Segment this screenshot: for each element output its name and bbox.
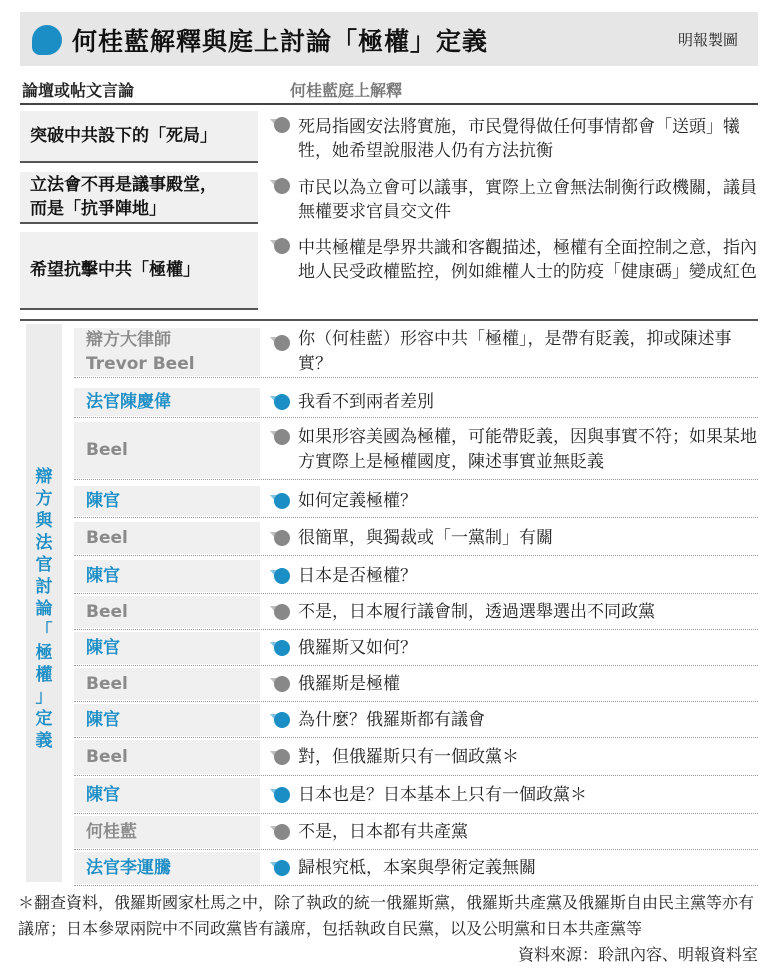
speech-bubble-icon xyxy=(270,640,292,656)
dialogue-row xyxy=(74,850,758,886)
dialogue-row xyxy=(74,386,758,418)
speaker-name: Beel xyxy=(74,422,260,478)
speech-bubble-icon xyxy=(32,25,62,55)
data-source: 資料來源：聆訊內容、明報資料室 xyxy=(517,945,758,964)
topic-label: 突破中共設下的「死局」 xyxy=(20,111,258,163)
speech-bubble-icon xyxy=(270,429,292,445)
dialogue-text: 不是，日本都有共產黨 xyxy=(270,814,758,850)
dialogue-text: 如果形容美國為極權，可能帶貶義，因與事實不符；如果某地方實際上是極權國度，陳述事實並無貶義 xyxy=(270,420,758,480)
side-label-char: 權 xyxy=(35,665,53,685)
speech-bubble-icon xyxy=(270,824,292,840)
speaker-name: Beel xyxy=(74,596,260,628)
speech-bubble-icon xyxy=(270,238,292,254)
dialogue-row xyxy=(74,776,758,814)
speech-bubble-icon xyxy=(270,676,292,692)
side-label-char: 義 xyxy=(35,731,53,751)
speech-bubble-icon xyxy=(270,178,292,194)
dialogue-row xyxy=(74,484,758,518)
dialogue-side-label xyxy=(26,466,62,752)
side-label-char: 與 xyxy=(35,511,53,531)
dialogue-row xyxy=(74,520,758,556)
speech-bubble-icon xyxy=(270,860,292,876)
dialogue-text: 如何定義極權？ xyxy=(270,484,758,518)
speech-bubble-icon xyxy=(270,787,292,803)
dialogue-text: 歸根究柢，本案與學術定義無關 xyxy=(270,850,758,886)
dialogue-row xyxy=(74,630,758,666)
dialogue-row xyxy=(74,814,758,850)
dialogue-row xyxy=(74,420,758,480)
topic-explanation: 死局指國安法將實施，市民覺得做任何事情都會「送頭」犧牲，她希望說服港人仍有方法抗衡 xyxy=(270,111,758,163)
topic-explanation: 中共極權是學界共識和客觀描述，極權有全面控制之意，指內地人民受政權監控，例如維權人士的防疫「健康碼」變成紅色 xyxy=(270,232,758,310)
topic-row xyxy=(20,232,758,310)
page-title: 何桂藍解釋與庭上討論「極權」定義 xyxy=(72,27,489,56)
dialogue-text: 日本也是？日本基本上只有一個政黨＊ xyxy=(270,776,758,814)
dialogue-text: 你（何桂藍）形容中共「極權」，是帶有貶義，抑或陳述事實？ xyxy=(270,326,758,378)
side-label-char: 官 xyxy=(35,555,53,575)
speaker-name: 陳官 xyxy=(74,632,260,664)
topic-row xyxy=(20,111,758,163)
speaker-name: 陳官 xyxy=(74,486,260,516)
dialogue-text: 我看不到兩者差別 xyxy=(270,386,758,418)
speaker-name: 陳官 xyxy=(74,704,260,736)
dialogue-row xyxy=(74,558,758,594)
speech-bubble-icon xyxy=(270,712,292,728)
side-label-char: 「 xyxy=(35,621,53,641)
speaker-name: 辯方大律師 Trevor Beel xyxy=(74,328,260,376)
speech-bubble-icon xyxy=(270,568,292,584)
speaker-name: Beel xyxy=(74,668,260,700)
side-label-char: 討 xyxy=(35,577,53,597)
header-divider xyxy=(20,103,758,105)
dialogue-text: 為什麼？俄羅斯都有議會 xyxy=(270,702,758,738)
title-bar xyxy=(20,12,758,66)
speech-bubble-icon xyxy=(270,493,292,509)
speaker-name: Beel xyxy=(74,740,260,774)
speaker-name: 法官陳慶偉 xyxy=(74,388,260,416)
row-divider xyxy=(74,885,758,886)
side-label-char: 論 xyxy=(35,599,53,619)
dialogue-text: 對，但俄羅斯只有一個政黨＊ xyxy=(270,738,758,776)
dialogue-row xyxy=(74,326,758,378)
row-divider xyxy=(74,377,758,378)
speech-bubble-icon xyxy=(270,335,292,351)
header-right: 何桂藍庭上解釋 xyxy=(290,80,403,100)
row-divider xyxy=(74,517,758,518)
speaker-name: 陳官 xyxy=(74,778,260,812)
header-left: 論壇或帖文言論 xyxy=(22,80,135,100)
speech-bubble-icon xyxy=(270,117,292,133)
speaker-name: 法官李運騰 xyxy=(74,852,260,884)
dialogue-text: 很簡單，與獨裁或「一黨制」有關 xyxy=(270,520,758,556)
side-label-char: 辯 xyxy=(35,467,53,487)
topic-label: 立法會不再是議事殿堂， 而是「抗爭陣地」 xyxy=(20,172,258,224)
row-divider xyxy=(74,479,758,480)
topic-explanation: 市民以為立會可以議事，實際上立會無法制衡行政機關，議員無權要求官員交文件 xyxy=(270,172,758,224)
section-divider xyxy=(20,319,758,321)
side-label-char: 極 xyxy=(35,643,53,663)
dialogue-text: 俄羅斯又如何？ xyxy=(270,630,758,666)
row-divider xyxy=(74,417,758,418)
dialogue-row xyxy=(74,738,758,776)
dialogue-text: 日本是否極權？ xyxy=(270,558,758,594)
dialogue-side-label-box xyxy=(26,324,62,882)
speaker-name: 陳官 xyxy=(74,560,260,592)
speech-bubble-icon xyxy=(270,394,292,410)
side-label-char: 方 xyxy=(35,489,53,509)
speaker-name: 何桂藍 xyxy=(74,816,260,848)
topic-label: 希望抗擊中共「極權」 xyxy=(20,232,258,310)
speaker-name: Beel xyxy=(74,522,260,554)
dialogue-row xyxy=(74,666,758,702)
row-divider xyxy=(74,555,758,556)
topic-row xyxy=(20,172,758,224)
footnote: ＊翻查資料，俄羅斯國家杜馬之中，除了執政的統一俄羅斯黨，俄羅斯共產黨及俄羅斯自由民主黨等亦有議席；日本參眾兩院中不同政黨皆有議席，包括執政自民黨，以及公明黨和日本共產黨等 xyxy=(18,893,755,938)
speech-bubble-icon xyxy=(270,530,292,546)
dialogue-row xyxy=(74,594,758,630)
dialogue-text: 俄羅斯是極權 xyxy=(270,666,758,702)
side-label-char: 定 xyxy=(35,709,53,729)
dialogue-row xyxy=(74,702,758,738)
graphic-credit: 明報製圖 xyxy=(677,31,738,49)
side-label-char: 」 xyxy=(35,687,53,707)
speech-bubble-icon xyxy=(270,604,292,620)
dialogue-text: 不是，日本履行議會制，透過選舉選出不同政黨 xyxy=(270,594,758,630)
speech-bubble-icon xyxy=(270,749,292,765)
side-label-char: 法 xyxy=(35,533,53,553)
